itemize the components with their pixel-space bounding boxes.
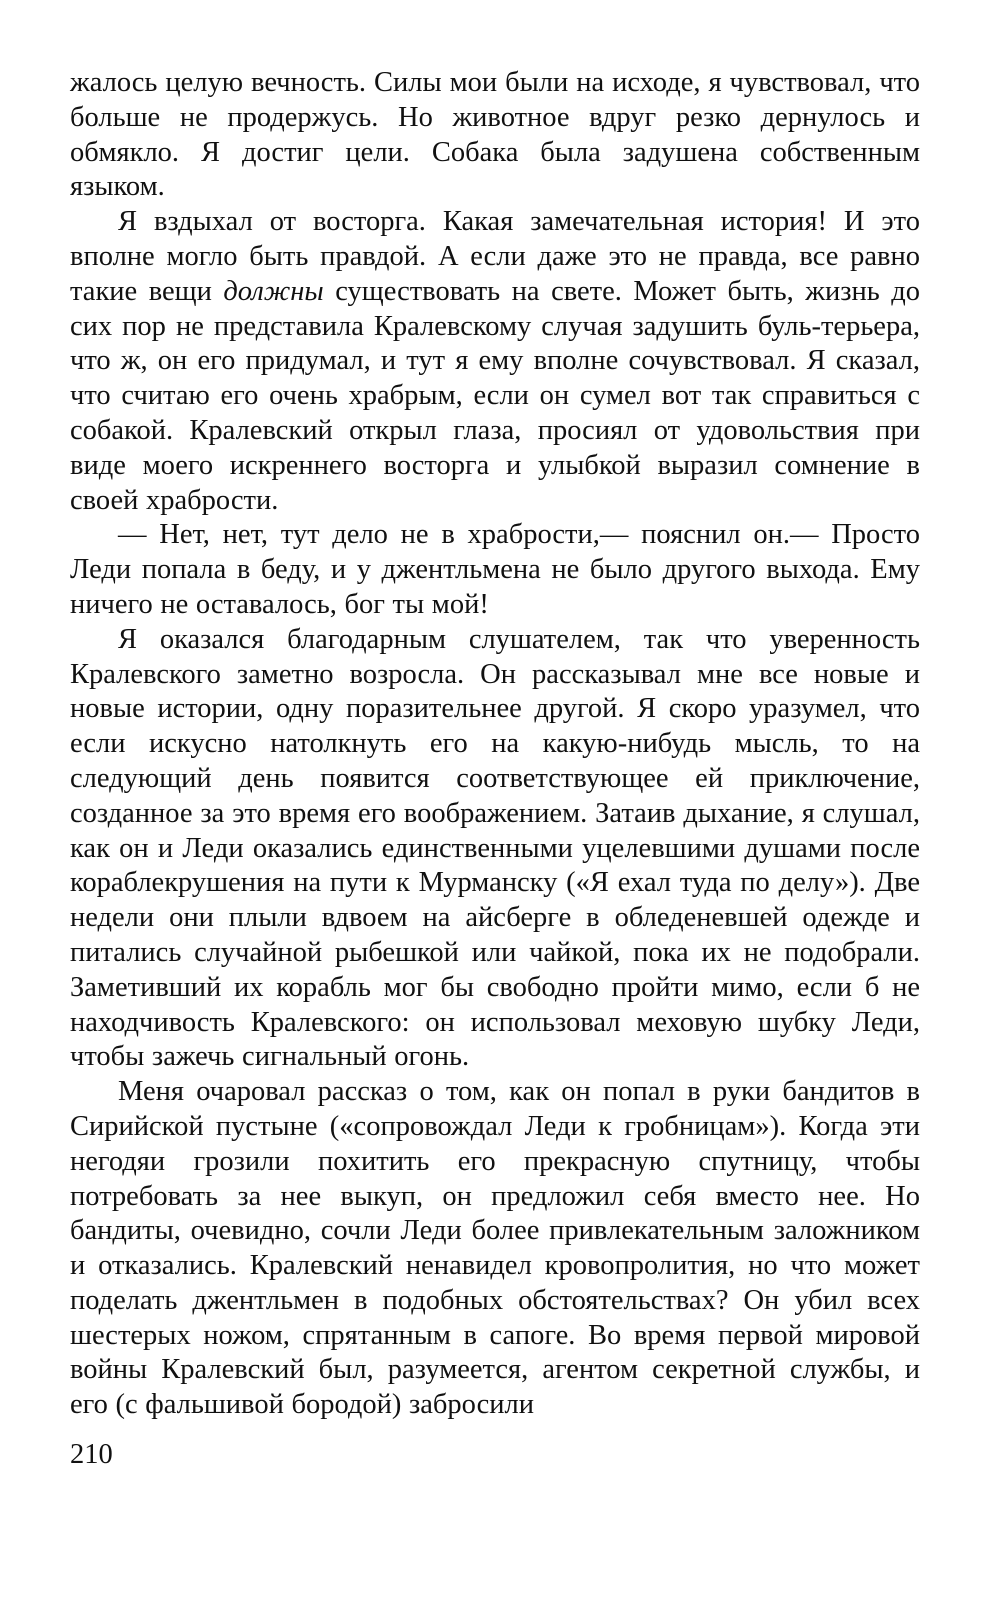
- page-number: 210: [70, 1439, 113, 1470]
- paragraph-2-emphasis: должны: [223, 275, 324, 307]
- book-page: [70, 66, 920, 1423]
- paragraph-2-start: Я вздыхал от восторга. Какая замечательная история! И это вполне могло быть правдой. А если даже это не правда, все равно такие вещи: [70, 206, 920, 307]
- paragraph-1: жалось целую вечность. Силы мои были на исходе, я чувствовал, что больше не продержусь. Но животное вдруг резко дернулось и обмякло. Я достиг цели. Собака была задушена собственным языком.: [70, 67, 920, 203]
- paragraph-4: Я оказался благодарным слушателем, так что уверенность Кралевского заметно возросла. Он рассказывал мне все новые и новые истории, одну поразительнее другой. Я скоро уразумел, что если искусно натолкнуть его на какую-нибудь мысль, то на следующий день появится соответствующее ей приключение, созданное за это время его воображением. Затаив дыхание, я слушал, как он и Леди оказались единственными уцелевшими душами после кораблекрушения на пути к Мурманску («Я ехал туда по делу»). Две недели они плыли вдвоем на айсберге в обледеневшей одежде и питались случайной рыбешкой или чайкой, пока их не подобрали. Заметивший их корабль мог бы свободно пройти мимо, если б не находчивость Кралевского: он использовал меховую шубку Леди, чтобы зажечь сигнальный огонь.: [70, 623, 920, 1073]
- paragraph-3: — Нет, нет, тут дело не в храбрости,— пояснил он.— Просто Леди попала в беду, и у джентльмена не было другого выхода. Ему ничего не оставалось, бог ты мой!: [70, 519, 920, 620]
- paragraph-2-end: существовать на свете. Может быть, жизнь до сих пор не представила Кралевскому случая задушить буль-терьера, что ж, он его придумал, и тут я ему вполне сочувствовал. Я сказал, что считаю его очень храбрым, если он сумел вот так справиться с собакой. Кралевский открыл глаза, просиял от удовольствия при виде моего искреннего восторга и улыбкой выразил сомнение в своей храбрости.: [70, 275, 920, 516]
- paragraph-5: Меня очаровал рассказ о том, как он попал в руки бандитов в Сирийской пустыне («сопровождал Леди к гробницам»). Когда эти негодяи грозили похитить его прекрасную спутницу, чтобы потребовать за нее выкуп, он предложил себя вместо нее. Но бандиты, очевидно, сочли Леди более привлекательным заложником и отказались. Кралевский ненавидел кровопролития, но что может поделать джентльмен в подобных обстоятельствах? Он убил всех шестерых ножом, спрятанным в сапоге. Во время первой мировой войны Кралевский был, разумеется, агентом секретной службы, и его (с фальшивой бородой) забросили: [70, 1076, 920, 1421]
- paragraph-2: [70, 205, 920, 518]
